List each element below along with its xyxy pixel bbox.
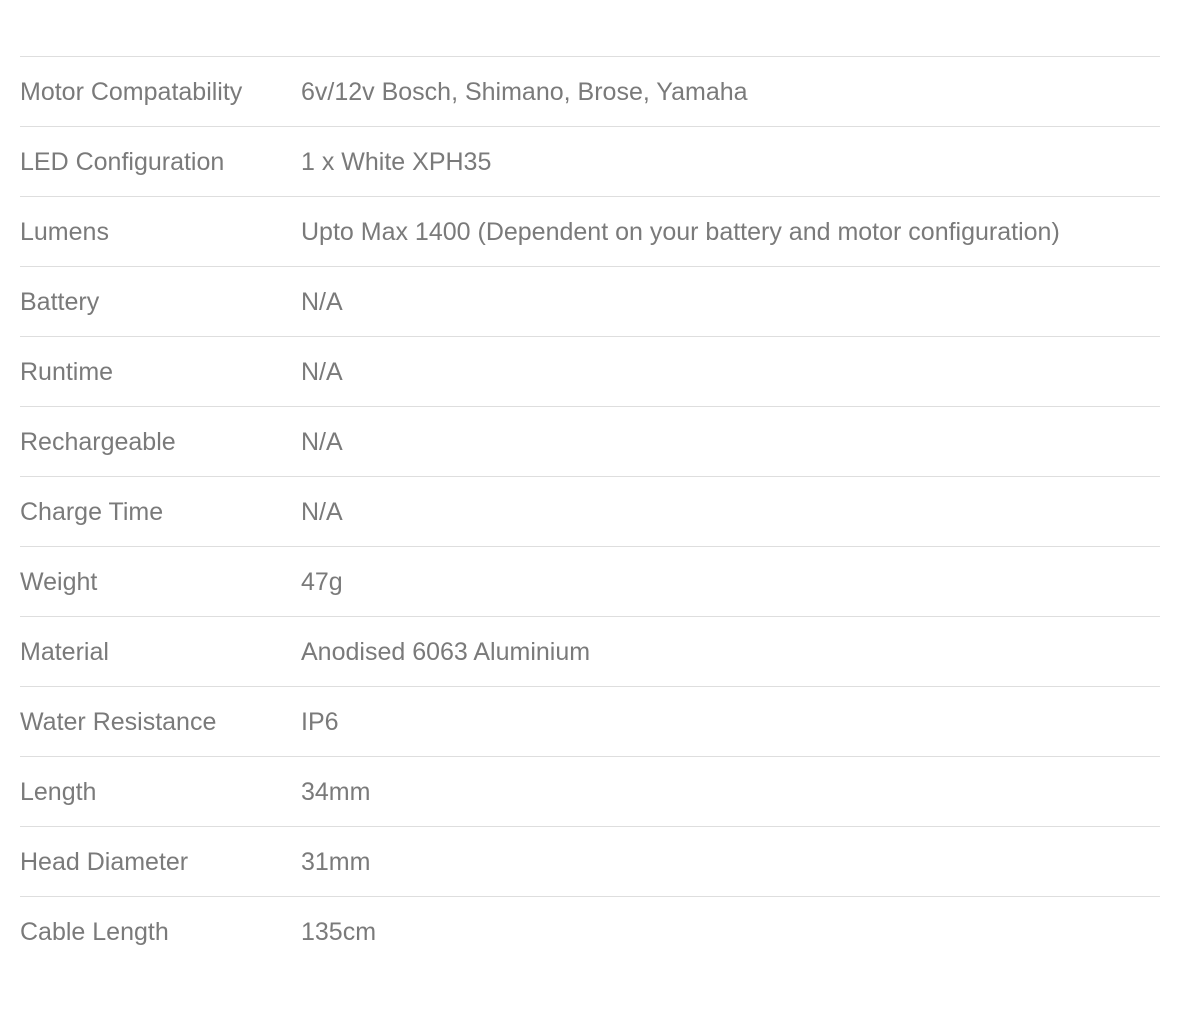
spec-label: Charge Time (20, 497, 164, 526)
table-row (20, 407, 1160, 477)
spec-value: N/A (301, 357, 343, 386)
spec-value: IP6 (301, 707, 339, 736)
spec-label: Material (20, 637, 109, 666)
spec-label: Rechargeable (20, 427, 176, 456)
spec-label: Runtime (20, 357, 114, 386)
spec-value: N/A (301, 287, 343, 316)
spec-label: LED Configuration (20, 147, 225, 176)
spec-label: Water Resistance (20, 707, 217, 736)
spec-value: 6v/12v Bosch, Shimano, Brose, Yamaha (301, 77, 748, 106)
spec-value: 31mm (301, 847, 371, 876)
spec-label: Weight (20, 567, 98, 596)
spec-label: Lumens (20, 217, 109, 246)
specifications-table (20, 56, 1160, 967)
spec-value: 47g (301, 567, 343, 596)
spec-value: 34mm (301, 777, 371, 806)
spec-value: N/A (301, 497, 343, 526)
table-row (20, 897, 1160, 967)
table-row (20, 337, 1160, 407)
spec-label: Battery (20, 287, 100, 316)
spec-value: N/A (301, 427, 343, 456)
table-row (20, 827, 1160, 897)
table-row (20, 267, 1160, 337)
table-row (20, 197, 1160, 267)
spec-label: Head Diameter (20, 847, 189, 876)
spec-label: Motor Compatability (20, 77, 243, 106)
spec-value: Anodised 6063 Aluminium (301, 637, 591, 666)
spec-label: Cable Length (20, 917, 169, 946)
table-row (20, 547, 1160, 617)
spec-value: 135cm (301, 917, 377, 946)
specifications-section (20, 56, 1160, 967)
table-row (20, 757, 1160, 827)
table-row (20, 57, 1160, 127)
table-row (20, 477, 1160, 547)
spec-label: Length (20, 777, 97, 806)
table-row (20, 687, 1160, 757)
table-row (20, 617, 1160, 687)
spec-value: Upto Max 1400 (Dependent on your battery and motor configuration) (301, 217, 1060, 246)
table-row (20, 127, 1160, 197)
spec-value: 1 x White XPH35 (301, 147, 492, 176)
